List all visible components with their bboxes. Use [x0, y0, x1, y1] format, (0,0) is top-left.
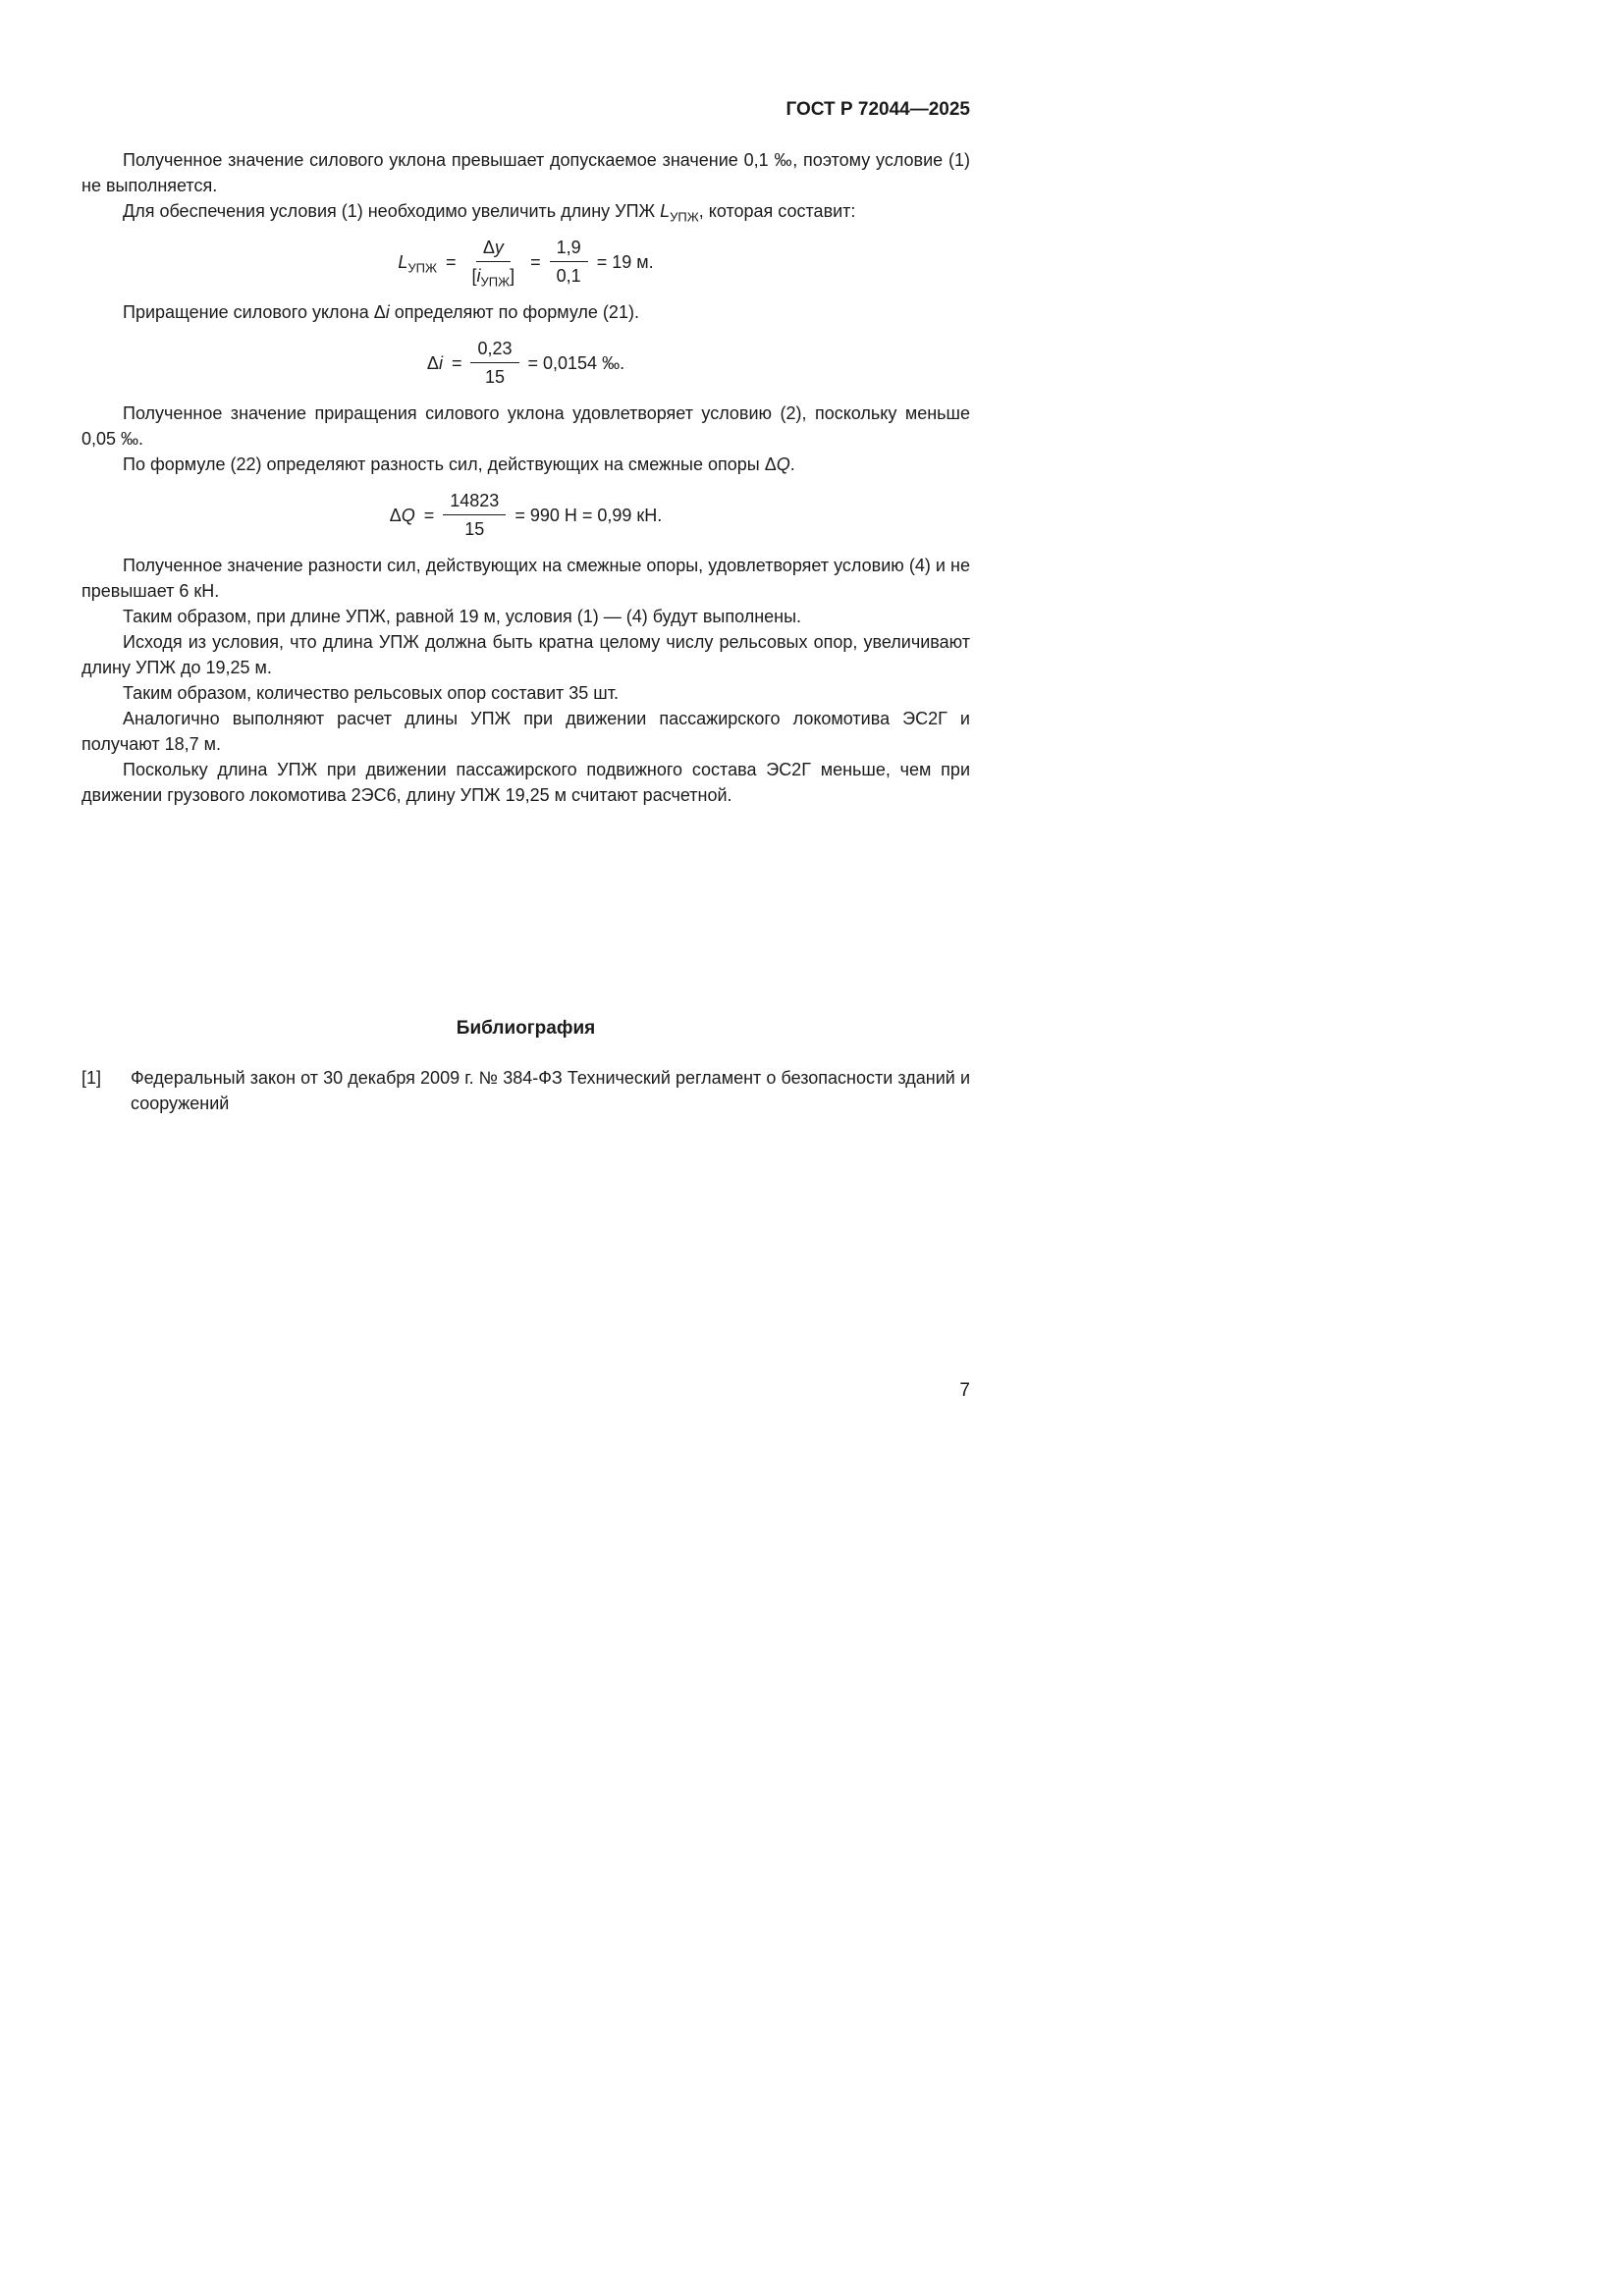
formula-result: = 0,0154 ‰.: [527, 352, 625, 373]
formula-lhs: [427, 352, 443, 374]
fraction-denominator: 15: [464, 519, 485, 539]
delta-symbol: Δ: [426, 352, 439, 373]
fraction-023-over-15: [470, 338, 518, 388]
page-content: [81, 0, 970, 1116]
equals-sign: =: [446, 251, 457, 272]
var-L: L: [398, 251, 408, 272]
formula-result: = 19 м.: [596, 251, 654, 272]
subscript-upzh: УПЖ: [670, 209, 699, 225]
equals-sign: =: [530, 251, 541, 272]
paragraph-passenger-calc: Аналогично выполняют расчет длины УПЖ при движении пассажирского локомотива ЭС2Г и получают 18,7 м.: [81, 709, 970, 754]
paragraph-force-difference: [81, 452, 970, 477]
paragraph-supports-count: Таким образом, количество рельсовых опор составит 35 шт.: [123, 683, 619, 703]
formula-upzh-length: [81, 237, 970, 290]
fraction-numerator: 14823: [443, 490, 506, 515]
paragraph-condition-length: [81, 198, 970, 224]
var-Q: Q: [776, 454, 790, 474]
paragraph-multiple-supports: Исходя из условия, что длина УПЖ должна быть кратна целому числу рельсовых опор, увеличивают длину УПЖ до 19,25 м.: [81, 632, 970, 677]
delta-symbol: Δ: [482, 238, 495, 257]
fraction-denominator: 15: [484, 367, 505, 387]
var-L: L: [660, 201, 671, 221]
paragraph-text: .: [789, 454, 795, 474]
paragraph-conditions-met: Таким образом, при длине УПЖ, равной 19 м, условия (1) — (4) будут выполнены.: [123, 607, 802, 626]
bracket-open: [: [471, 266, 477, 286]
bibliography-heading: Библиография: [456, 1018, 596, 1039]
formula-result: = 990 Н = 0,99 кН.: [514, 505, 663, 525]
paragraph-difference-satisfies: Полученное значение разности сил, действующих на смежные опоры, удовлетворяет условию (4) и не превышает 6 кН.: [81, 556, 970, 601]
formula-lhs: [398, 251, 437, 276]
var-i: i: [476, 266, 481, 286]
bibliography-entry: [81, 1065, 970, 1116]
formula-delta-q: [81, 490, 970, 540]
paragraph-text: Приращение силового уклона Δ: [123, 302, 386, 322]
bracket-close: ]: [510, 266, 515, 286]
paragraph-increment-satisfies: Полученное значение приращения силового уклона удовлетворяет условию (2), поскольку меньше 0,05 ‰.: [81, 403, 970, 449]
var-i: i: [385, 302, 390, 322]
bibliography-ref-number: [1]: [81, 1068, 102, 1088]
fraction-numerator: 0,23: [470, 338, 518, 363]
paragraph-final-length: Поскольку длина УПЖ при движении пассажирского подвижного состава ЭС2Г меньше, чем при движении грузового локомотива 2ЭС6, длину УПЖ 19,25 м считают расчетной.: [81, 760, 970, 805]
equals-sign: =: [451, 352, 462, 373]
formula-lhs: [390, 505, 415, 526]
var-y: y: [494, 238, 504, 257]
paragraph-text: По формуле (22) определяют разность сил, действующих на смежные опоры Δ: [123, 454, 777, 474]
paragraph-text: Для обеспечения условия (1) необходимо увеличить длину УПЖ: [123, 201, 661, 221]
var-i: i: [438, 352, 443, 373]
subscript-upzh: УПЖ: [480, 274, 511, 290]
paragraph-slope-exceeds: Полученное значение силового уклона превышает допускаемое значение 0,1 ‰, поэтому условие (1) не выполняется.: [81, 150, 970, 195]
fraction-numerator: [476, 237, 511, 262]
equals-sign: =: [423, 505, 435, 525]
fraction-numerator: 1,9: [550, 237, 588, 262]
formula-delta-i: [81, 338, 970, 388]
fraction-denominator: 0,1: [556, 266, 581, 286]
fraction-dy-over-iupzh: [465, 237, 522, 290]
fraction-14823-over-15: [443, 490, 506, 540]
fraction-denominator: [465, 262, 522, 290]
document-header: ГОСТ Р 72044—2025: [785, 99, 970, 120]
fraction-1-9-over-0-1: [550, 237, 588, 287]
subscript-upzh: УПЖ: [407, 260, 437, 276]
page-number: 7: [959, 1380, 970, 1401]
var-Q: Q: [401, 505, 415, 525]
delta-symbol: Δ: [389, 505, 402, 525]
paragraph-increment-slope: [81, 299, 970, 325]
paragraph-text: определяют по формуле (21).: [389, 302, 639, 322]
paragraph-text: , которая составит:: [698, 201, 856, 221]
bibliography-ref-text: Федеральный закон от 30 декабря 2009 г. № 384-ФЗ Технический регламент о безопасности зданий и сооружений: [131, 1068, 970, 1113]
